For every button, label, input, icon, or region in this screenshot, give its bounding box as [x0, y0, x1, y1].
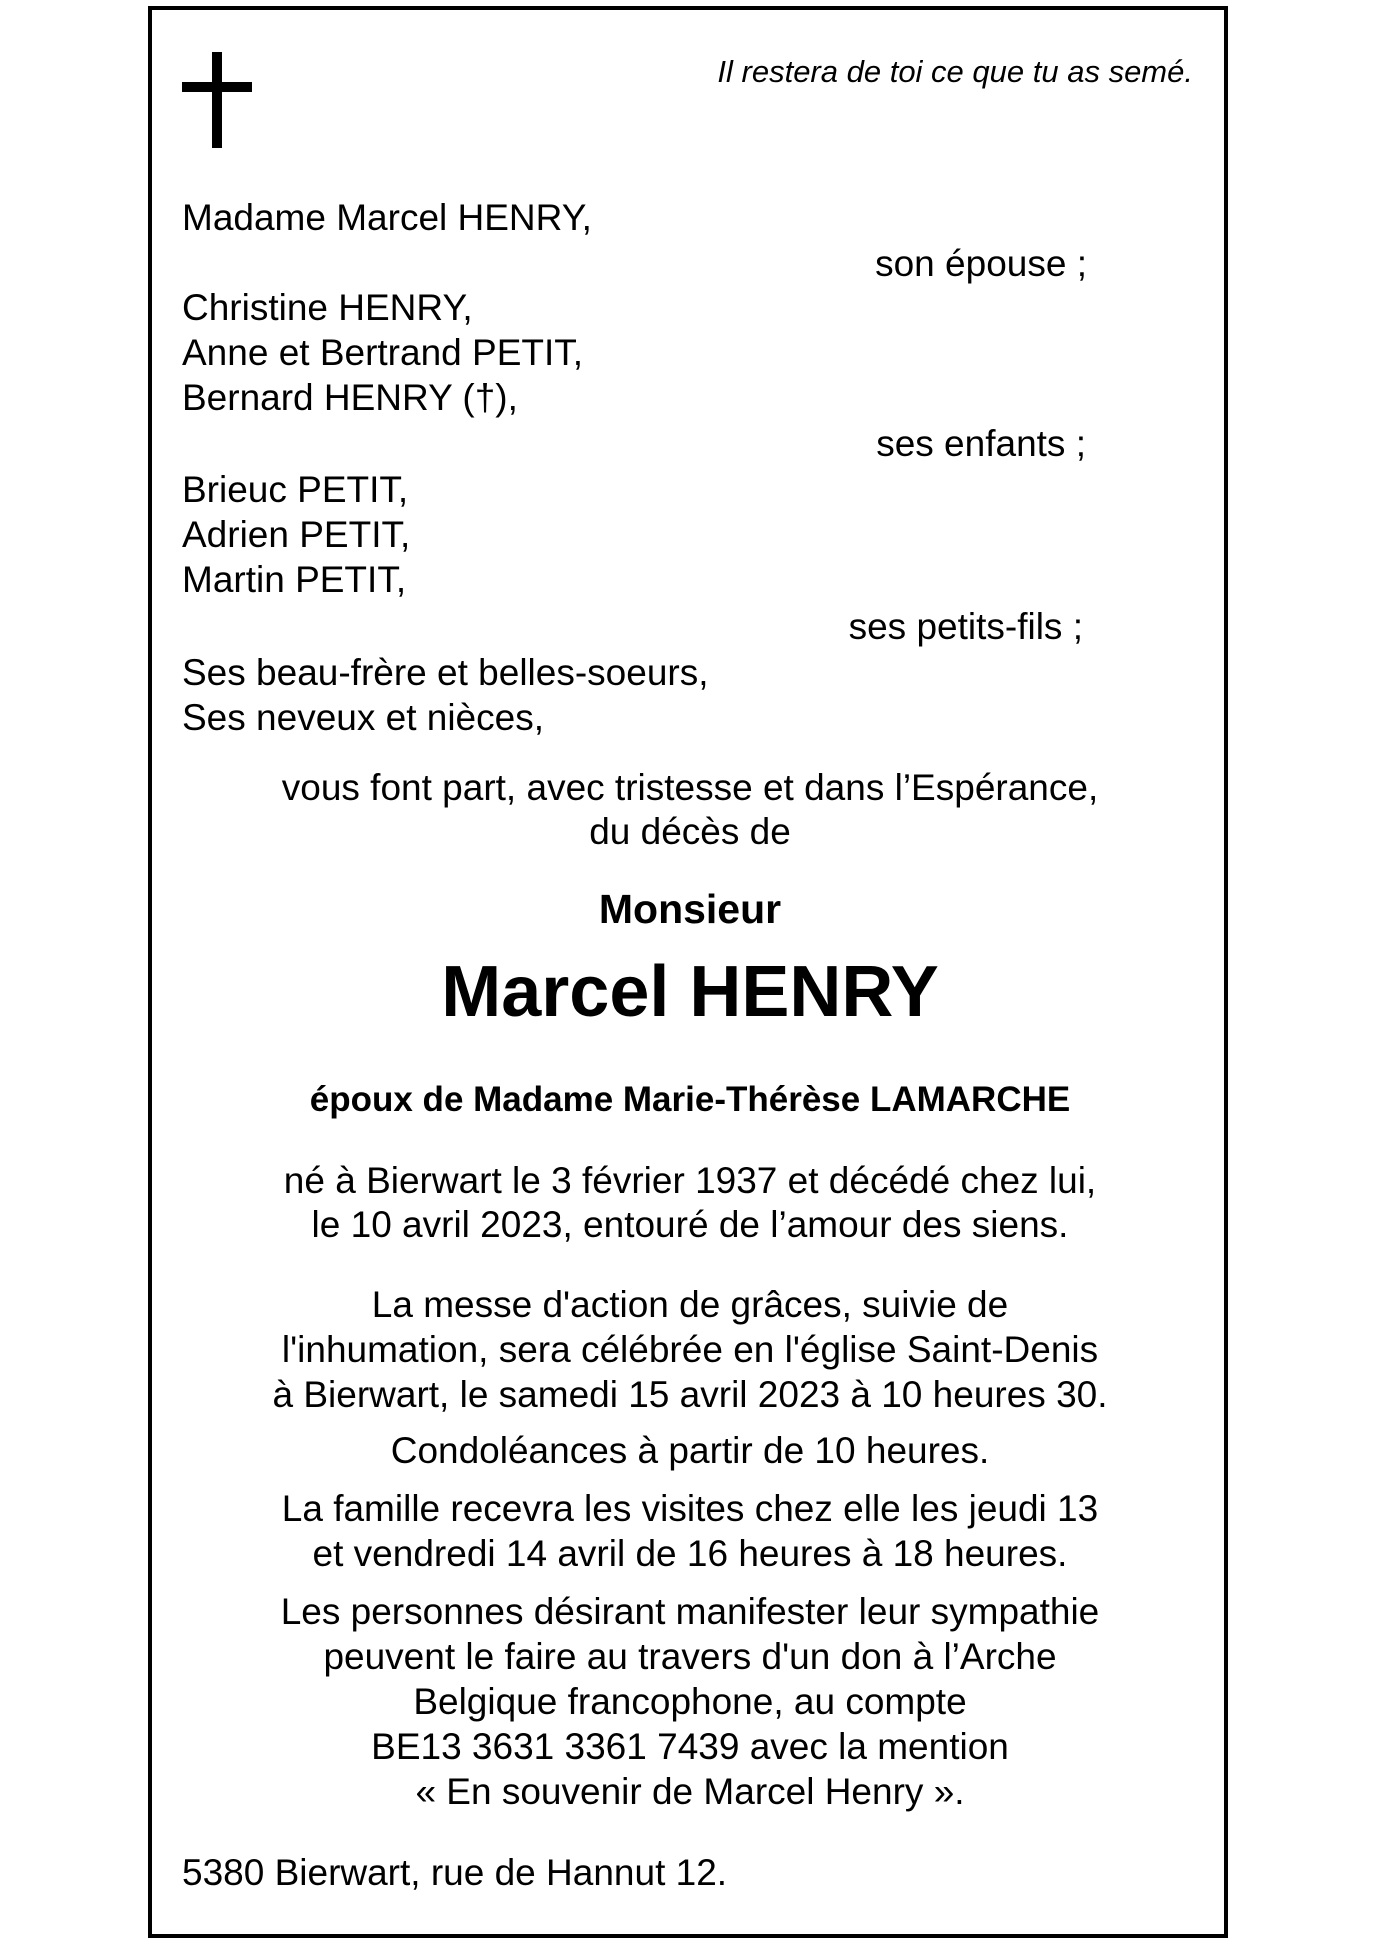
motto: Il restera de toi ce que tu as semé. — [717, 54, 1193, 89]
relatives-line-2: Ses neveux et nièces, — [182, 697, 544, 738]
donation-line-3: Belgique francophone, au compte — [413, 1681, 967, 1722]
mass-line-2: l'inhumation, sera célébrée en l'église Saint-Denis — [281, 1329, 1099, 1370]
relatives-line-1: Ses beau-frère et belles-soeurs, — [182, 652, 709, 693]
honorific: Monsieur — [598, 886, 782, 932]
mass-line-1: La messe d'action de grâces, suivie de — [371, 1284, 1009, 1325]
visits-line-2: et vendredi 14 avril de 16 heures à 18 heures. — [312, 1533, 1068, 1574]
dates-line-2: le 10 avril 2023, entouré de l’amour des siens. — [311, 1204, 1069, 1245]
grandchild-2: Adrien PETIT, — [182, 514, 411, 555]
grandchild-3: Martin PETIT, — [182, 559, 407, 600]
dates-line-1: né à Bierwart le 3 février 1937 et décédé chez lui, — [283, 1160, 1097, 1201]
grandchildren-role: ses petits-fils ; — [848, 606, 1083, 647]
announcement-line-2: du décès de — [589, 811, 791, 852]
donation-line-2: peuvent le faire au travers d'un don à l’Arche — [323, 1636, 1057, 1677]
child-3: Bernard HENRY (†), — [182, 377, 518, 418]
cross-icon — [182, 52, 252, 148]
child-2: Anne et Bertrand PETIT, — [182, 332, 584, 373]
spouse-role: son épouse ; — [875, 243, 1087, 284]
address: 5380 Bierwart, rue de Hannut 12. — [182, 1852, 728, 1893]
donation-line-5: « En souvenir de Marcel Henry ». — [415, 1771, 965, 1812]
children-role: ses enfants ; — [876, 423, 1086, 464]
donation-line-1: Les personnes désirant manifester leur sympathie — [280, 1591, 1100, 1632]
spouse-name: Madame Marcel HENRY, — [182, 197, 592, 238]
grandchild-1: Brieuc PETIT, — [182, 469, 409, 510]
spouse-line: époux de Madame Marie-Thérèse LAMARCHE — [309, 1080, 1071, 1119]
mass-line-3: à Bierwart, le samedi 15 avril 2023 à 10 heures 30. — [272, 1374, 1108, 1415]
donation-line-4: BE13 3631 3361 7439 avec la mention — [371, 1726, 1009, 1767]
child-1: Christine HENRY, — [182, 287, 473, 328]
announcement-line-1: vous font part, avec tristesse et dans l’Espérance, — [281, 767, 1099, 808]
condolences: Condoléances à partir de 10 heures. — [390, 1430, 990, 1471]
deceased-name: Marcel HENRY — [441, 952, 939, 1032]
visits-line-1: La famille recevra les visites chez elle les jeudi 13 — [281, 1488, 1099, 1529]
